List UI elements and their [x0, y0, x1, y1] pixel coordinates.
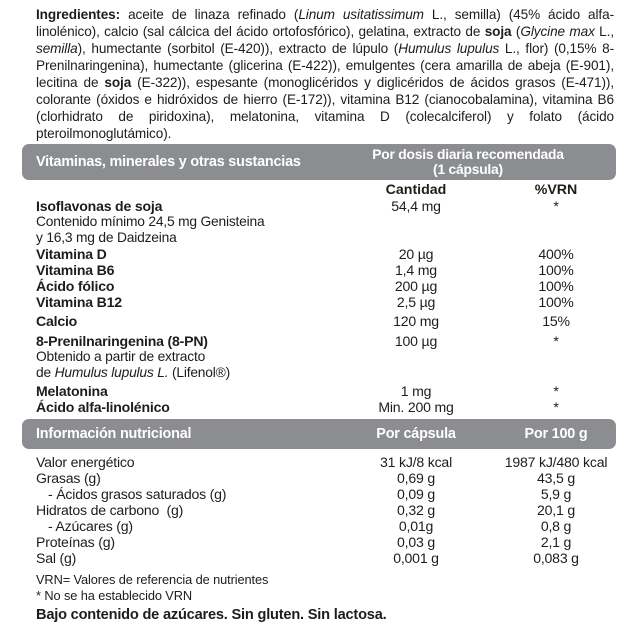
vitamin-row	[0, 399, 634, 415]
vitamin-row	[0, 294, 634, 310]
row-vrn: 100%	[538, 278, 574, 294]
row-per-100g: 1987 kJ/480 kcal	[504, 454, 608, 470]
row-label: Proteínas (g)	[36, 534, 115, 550]
row-subtext	[0, 230, 634, 246]
row-label: Calcio	[36, 313, 78, 329]
text-segment: Contenido mínimo 24,5 mg Genisteina	[36, 214, 265, 229]
text-segment: L.,	[594, 24, 614, 39]
row-per-100g: 0,083 g	[533, 550, 579, 566]
nutrition-row	[0, 502, 634, 518]
text-segment: (	[511, 24, 521, 39]
text-segment: Obtenido a partir de extracto	[36, 349, 206, 364]
dose-header-line2: (1 cápsula)	[433, 162, 503, 177]
vitamin-row	[0, 262, 634, 278]
text-segment: aceite de linaza refinado (	[128, 7, 299, 22]
row-vrn: *	[553, 198, 559, 214]
row-amount: 200 µg	[394, 278, 438, 294]
row-vrn: *	[553, 383, 559, 399]
row-per-100g: 20,1 g	[537, 502, 575, 518]
text-segment: y 16,3 mg de Daidzeina	[36, 230, 177, 245]
nutrition-row	[0, 550, 634, 566]
text-segment: (Lifenol®)	[168, 365, 230, 380]
nutrition-row	[0, 534, 634, 550]
row-vrn: 400%	[538, 246, 574, 262]
text-segment: de	[36, 365, 55, 380]
row-per-capsule: 0,03 g	[397, 534, 435, 550]
row-label: Ácido alfa-linolénico	[36, 399, 170, 415]
row-vrn: 100%	[538, 294, 574, 310]
row-label: Vitamina D	[36, 246, 107, 262]
column-header-per-capsule: Por cápsula	[376, 426, 456, 442]
row-per-capsule: 0,01g	[398, 518, 434, 534]
text-segment: Humulus lupulus L.	[54, 365, 169, 380]
column-header-cantidad: Cantidad	[385, 182, 447, 198]
row-per-capsule: 0,32 g	[397, 502, 435, 518]
text-segment: (E-322)), espesante (monoglicéridos y diglicéridos de ácidos grasos (E-471)), colorante (óxidos e hidróxidos de hierro (E-172)), vitamina B12 (cianocobalamina), vitamina B6 (clorhidrato de piridoxina), melatonina, vitamina D (colecalciferol) y folato (ácido pteroilmonoglutámico).	[36, 75, 615, 141]
row-label: Ácido fólico	[36, 278, 115, 294]
row-amount: 54,4 mg	[391, 198, 441, 214]
text-segment: soja	[484, 24, 512, 39]
row-subtext-line	[36, 214, 336, 230]
row-subtext-line	[36, 230, 336, 246]
row-amount: 1,4 mg	[395, 262, 437, 278]
row-subtext-line	[36, 349, 336, 365]
supplement-label	[0, 6, 634, 634]
row-label: Valor energético	[36, 454, 135, 470]
column-header-vrn: %VRN	[534, 182, 578, 198]
text-segment: soja	[104, 75, 132, 90]
row-label: Isoflavonas de soja	[36, 198, 163, 214]
vitamins-table-title: Vitaminas, minerales y otras sustancias	[36, 154, 301, 170]
row-label: Vitamina B6	[36, 262, 115, 278]
nutrition-row	[0, 470, 634, 486]
text-segment: ), humectante (sorbitol (E-420)), extracto de lúpulo (	[77, 41, 399, 56]
row-label: Sal (g)	[36, 550, 77, 566]
row-vrn: 100%	[538, 262, 574, 278]
row-subtext	[0, 365, 634, 381]
text-segment: Glycine max	[520, 24, 595, 39]
row-amount: 1 mg	[400, 383, 432, 399]
row-amount: 120 mg	[393, 313, 439, 329]
row-label: - Ácidos grasos saturados (g)	[48, 486, 227, 502]
claims-line: Bajo contenido de azúcares. Sin gluten. Sin lactosa.	[36, 607, 387, 623]
row-label: - Azúcares (g)	[48, 518, 133, 534]
vitamin-row	[0, 383, 634, 399]
row-subtext	[0, 349, 634, 365]
row-vrn: *	[553, 399, 559, 415]
row-per-capsule: 0,09 g	[397, 486, 435, 502]
row-label: Hidratos de carbono (g)	[36, 502, 184, 518]
vitamin-row	[0, 246, 634, 262]
vitamins-table-body	[0, 198, 634, 415]
text-segment: Linum usitatissimum	[298, 7, 424, 22]
row-label: Grasas (g)	[36, 470, 101, 486]
nutrition-row	[0, 518, 634, 534]
text-segment: Humulus lupulus	[398, 41, 500, 56]
nutrition-row	[0, 486, 634, 502]
row-label: Melatonina	[36, 383, 108, 399]
footnotes	[36, 572, 614, 604]
row-per-100g: 5,9 g	[540, 486, 572, 502]
dose-header-line1: Por dosis diaria recomendada	[372, 147, 564, 162]
row-per-100g: 43,5 g	[537, 470, 575, 486]
row-label: 8-Prenilnaringenina (8-PN)	[36, 333, 208, 349]
text-segment: semilla	[36, 41, 78, 56]
text-segment: L., semilla) (45% ácido alfa-linolénico), calcio (sal cálcica del ácido ortofosfórico), gelatina, extracto de	[36, 7, 614, 39]
row-per-100g: 2,1 g	[540, 534, 572, 550]
row-per-capsule: 0,69 g	[397, 470, 435, 486]
row-amount: Min. 200 mg	[378, 399, 454, 415]
asterisk-note: * No se ha establecido VRN	[36, 588, 193, 603]
vitamin-row	[0, 278, 634, 294]
nutrition-row	[0, 454, 634, 470]
row-per-capsule: 0,001 g	[393, 550, 439, 566]
row-label: Vitamina B12	[36, 294, 122, 310]
ingredients-paragraph	[36, 6, 614, 142]
vitamin-row	[0, 333, 634, 349]
row-amount: 100 µg	[394, 333, 438, 349]
vitamins-column-headers	[0, 182, 634, 198]
vitamin-row	[0, 313, 634, 329]
text-segment: L., flor) (0,15% 8-Prenilnaringenina), humectante (glicerina (E-422)), emulgentes (cera amarilla de abeja (E-901), lecitina de	[36, 41, 615, 90]
row-per-capsule: 31 kJ/8 kcal	[379, 454, 453, 470]
nutrition-table-title: Información nutricional	[36, 426, 192, 442]
nutrition-table-body	[0, 454, 634, 566]
row-vrn: 15%	[542, 313, 570, 329]
vitamin-row	[0, 198, 634, 214]
row-vrn: *	[553, 333, 559, 349]
row-amount: 2,5 µg	[396, 294, 436, 310]
text-segment: Ingredientes:	[36, 7, 129, 22]
vrn-definition-note: VRN= Valores de referencia de nutrientes	[36, 572, 269, 587]
dose-column-header	[324, 147, 616, 177]
row-subtext-line	[36, 365, 336, 381]
row-subtext	[0, 214, 634, 230]
nutrition-table-header-bar	[22, 419, 616, 449]
row-amount: 20 µg	[398, 246, 434, 262]
vitamins-table-header-bar	[22, 144, 616, 180]
row-per-100g: 0,8 g	[540, 518, 572, 534]
column-header-per-100g: Por 100 g	[524, 426, 588, 442]
